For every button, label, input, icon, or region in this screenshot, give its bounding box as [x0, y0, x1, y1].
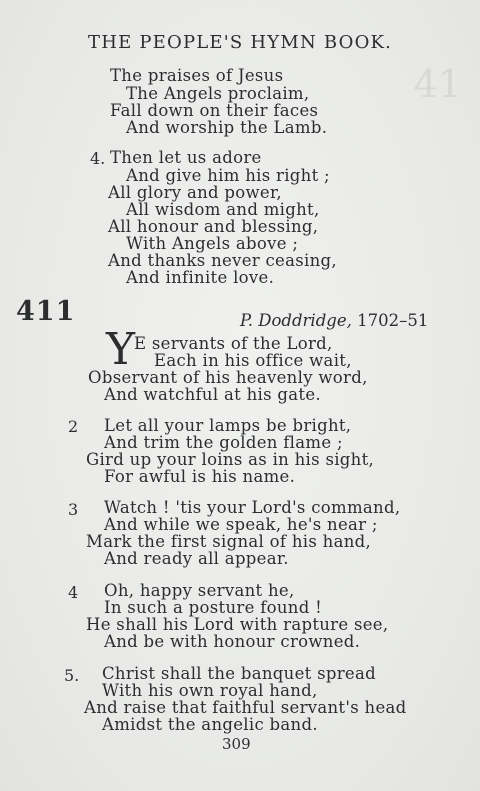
- verse-line: The Angels proclaim,: [126, 84, 310, 103]
- verse-line: And while we speak, he's near ;: [104, 515, 378, 534]
- verse-line: With Angels above ;: [126, 234, 299, 253]
- verse-line: Amidst the angelic band.: [102, 715, 318, 734]
- stanza-number: 3: [68, 500, 79, 519]
- verse-line: And raise that faithful servant's head: [84, 698, 407, 717]
- stanza-number: 5.: [64, 666, 80, 685]
- verse-line: And ready all appear.: [104, 549, 289, 568]
- verse-line: All wisdom and might,: [126, 200, 320, 219]
- verse-line: He shall his Lord with rapture see,: [86, 615, 389, 634]
- verse-line: Each in his office wait,: [154, 351, 352, 370]
- verse-line: In such a posture found !: [104, 598, 323, 617]
- author-name: P. Doddridge,: [240, 311, 352, 330]
- verse-line: Christ shall the banquet spread: [102, 664, 376, 683]
- verse-line: Fall down on their faces: [110, 101, 319, 120]
- verse-line: And thanks never ceasing,: [108, 251, 337, 270]
- attribution: [240, 311, 428, 330]
- running-header: THE PEOPLE'S HYMN BOOK.: [88, 32, 393, 53]
- verse-line: Oh, happy servant he,: [104, 581, 295, 600]
- verse-line: Mark the first signal of his hand,: [86, 532, 372, 551]
- stanza-number: 4.: [90, 149, 106, 168]
- bleed-through-mark: 41: [413, 62, 462, 106]
- verse-line: All honour and blessing,: [108, 217, 319, 236]
- verse-line: Gird up your loins as in his sight,: [86, 450, 375, 469]
- page-number: 309: [222, 735, 251, 753]
- author-years: 1702–51: [357, 311, 429, 330]
- hymn-number: 411: [16, 296, 76, 327]
- verse-line: And be with honour crowned.: [104, 632, 361, 651]
- verse-line: Then let us adore: [110, 148, 262, 167]
- verse-line: Observant of his heavenly word,: [88, 368, 368, 387]
- verse-line: With his own royal hand,: [102, 681, 318, 700]
- verse-line: And watchful at his gate.: [104, 385, 321, 404]
- drop-cap: Y: [106, 324, 136, 375]
- verse-line: And give him his right ;: [126, 166, 330, 185]
- verse-line: Let all your lamps be bright,: [104, 416, 352, 435]
- stanza-number: 4: [68, 583, 79, 602]
- verse-line: Watch ! 'tis your Lord's command,: [104, 498, 401, 517]
- verse-line: And infinite love.: [126, 268, 275, 287]
- verse-line: E servants of the Lord,: [134, 334, 333, 353]
- verse-line: And trim the golden flame ;: [104, 433, 343, 452]
- stanza-number: 2: [68, 417, 79, 436]
- verse-line: For awful is his name.: [104, 467, 296, 486]
- verse-line: And worship the Lamb.: [126, 118, 328, 137]
- verse-line: All glory and power,: [108, 183, 282, 202]
- verse-line: The praises of Jesus: [110, 66, 284, 85]
